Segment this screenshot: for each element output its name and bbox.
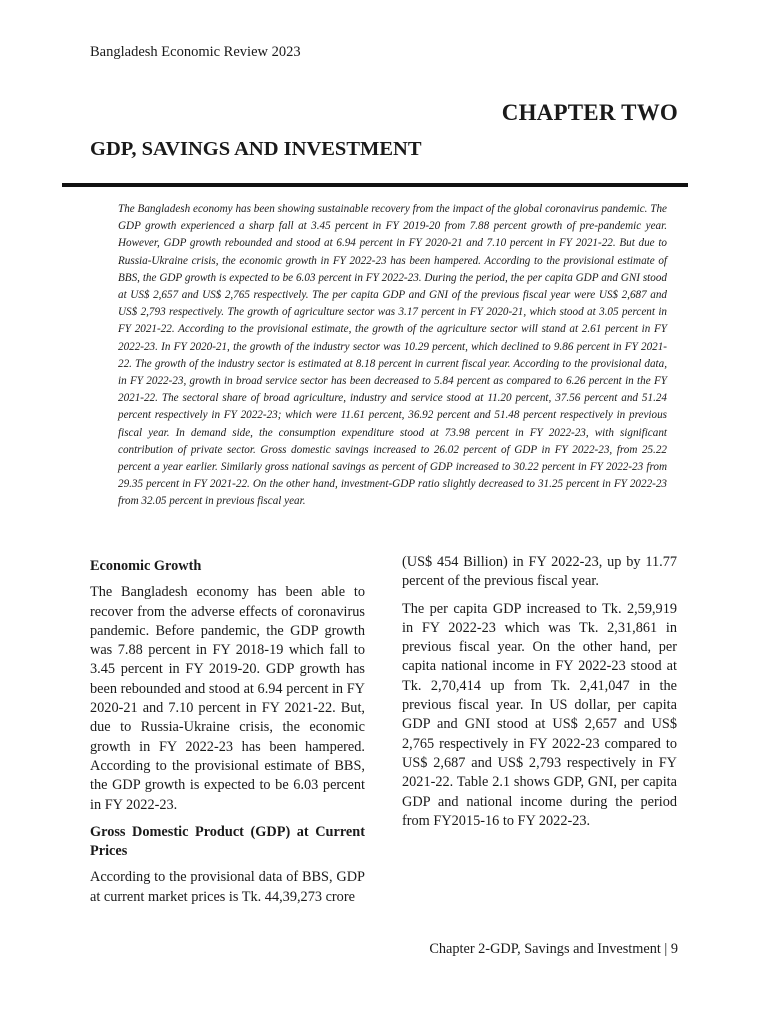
paragraph-gdp-continued: (US$ 454 Billion) in FY 2022-23, up by 11.77 percent of the previous fiscal year. xyxy=(402,554,677,590)
section-heading-gdp-current-prices: Gross Domestic Product (GDP) at Current Prices xyxy=(90,823,365,860)
right-column xyxy=(402,553,677,839)
chapter-title: GDP, SAVINGS AND INVESTMENT xyxy=(90,138,422,160)
left-column xyxy=(90,557,365,915)
section-heading-economic-growth: Economic Growth xyxy=(90,558,202,574)
paragraph-economic-growth: The Bangladesh economy has been able to recover from the adverse effects of coronavirus pandemic. Before pandemic, the GDP growth was 7.88 percent in FY 2018-19 which fall to 3.45 percent in FY 2019-20. GDP growth has been rebounded and stood at 6.94 percent in FY 2020-21 and 7.10 percent in FY 2021-22. But, due to Russia-Ukraine crisis, the economic growth in FY 2022-23 has been hampered. According to the provisional estimate of BBS, the GDP growth is expected to be 6.03 percent in FY 2022-23. xyxy=(90,584,365,813)
running-head: Bangladesh Economic Review 2023 xyxy=(90,44,301,60)
chapter-abstract: The Bangladesh economy has been showing sustainable recovery from the impact of the global coronavirus pandemic. The GDP growth experienced a sharp fall at 3.45 percent in FY 2019-20 from 7.88 percent growth of pre-pandemic year. However, GDP growth rebounded and stood at 6.94 percent in FY 2020-21 and 7.10 percent in FY 2021-22. But due to Russia-Ukraine crisis, the economic growth in FY 2022-23 has been hampered. According to the provisional estimate of BBS, the GDP growth is expected to be 6.03 percent in FY 2022-23. During the period, the per capita GDP and GNI stood at US$ 2,657 and US$ 2,765 respectively. The per capita GDP and GNI of the previous fiscal year were US$ 2,687 and US$ 2,793 respectively. The growth of agriculture sector was 3.17 percent in FY 2020-21, which stood at 3.05 percent in FY 2021-22. According to the provisional estimate, the growth of the agriculture sector will stand at 2.61 percent in FY 2022-23. In FY 2020-21, the growth of the industry sector was 10.29 percent, which declined to 9.86 percent in FY 2021-22. The growth of the industry sector is estimated at 8.18 percent in current fiscal year. According to the provisional data, in FY 2022-23, growth in broad service sector has been decreased to 5.84 percent as compared to 6.26 percent in the FY 2021-22. The sectoral share of broad agriculture, industry and service stood at 11.20 percent, 37.56 percent and 51.24 percent respectively in FY 2022-23; which were 11.61 percent, 36.92 percent and 51.48 percent respectively in previous fiscal year. In demand side, the consumption expenditure stood at 73.98 percent in FY 2022-23, with significant contribution of private sector. Gross domestic savings increased to 26.02 percent of GDP in FY 2022-23, from 25.22 percent a year earlier. Similarly gross national savings as percent of GDP increased to 30.22 percent in FY 2022-23 from 29.35 percent in FY 2021-22. On the other hand, investment-GDP ratio slightly decreased to 31.25 percent in FY 2022-23 from 32.05 percent in previous fiscal year. xyxy=(118,203,667,508)
page-footer: Chapter 2-GDP, Savings and Investment | 9 xyxy=(429,941,678,957)
title-rule xyxy=(62,183,688,187)
paragraph-gdp-current-prices: According to the provisional data of BBS, GDP at current market prices is Tk. 44,39,273 crore xyxy=(90,869,365,905)
paragraph-per-capita-gdp: The per capita GDP increased to Tk. 2,59,919 in FY 2022-23 which was Tk. 2,31,861 in previous fiscal year. On the other hand, per capita national income in FY 2022-23 stood at Tk. 2,70,414 up from Tk. 2,41,047 in the previous fiscal year. In US dollar, per capita GDP and GNI stood at US$ 2,657 and US$ 2,765 respectively in FY 2022-23 compared to US$ 2,687 and US$ 2,793 respectively in FY 2021-22. Table 2.1 shows GDP, GNI, per capita GDP and national income during the period from FY2015-16 to FY 2022-23. xyxy=(402,600,677,829)
chapter-label: CHAPTER TWO xyxy=(501,100,678,125)
